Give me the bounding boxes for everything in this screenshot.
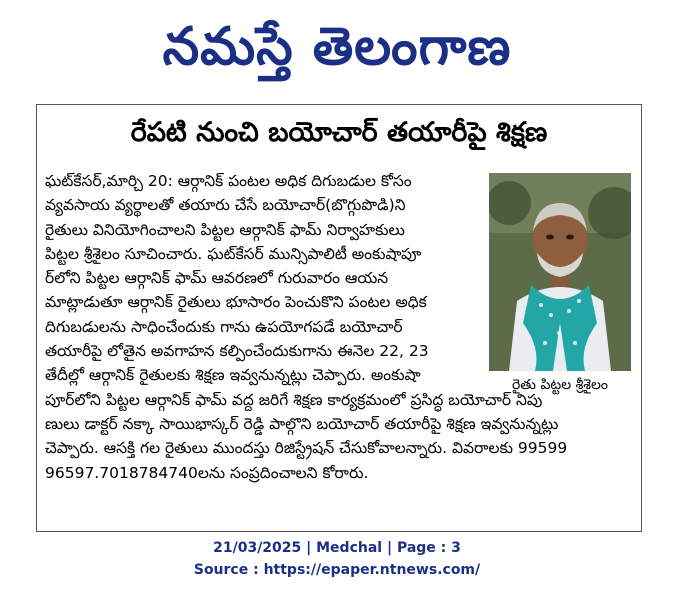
footer-meta: 21/03/2025 | Medchal | Page : 3: [213, 540, 461, 556]
body-line: దిగుబడులను సాధించేందుకు గాను ఉపయోగపడే బయోచార్: [45, 317, 403, 336]
body-line: తయారీపై లోతైన అవగాహన కల్పించేందుకుగాను ఈనెల 22, 23: [45, 342, 429, 361]
body-line: ర్‌లోని పిట్టల ఆర్గానిక్ ఫామ్ ఆవరణలో గురువారం ఆయన: [45, 269, 389, 288]
body-line: ఘట్‌కేసర్,మార్చి 20: ఆర్గానిక్ పంటల అధిక దిగుబడుల కోసం: [45, 172, 412, 190]
farmer-portrait-photo: [489, 173, 631, 371]
body-line: చెప్పారు. ఆసక్తి గల రైతులు ముందస్తు రిజిస్ట్రేషన్ చేసుకోవాలన్నారు. వివరాలకు 99599: [45, 439, 568, 458]
article-frame: [36, 104, 642, 532]
body-line: మాట్లాడుతూ ఆర్గానిక్ రైతులు భూసారం పెంచుకొని పంటల అధిక: [45, 293, 427, 312]
masthead-logo: నమస్తే తెలంగాణ: [162, 17, 512, 77]
body-line: ణులు డాక్టర్ నక్కా సాయిభాస్కర్ రెడ్డి పాల్గొని బయోచార్ తయారీపై శిక్షణ ఇవ్వనున్నట్లు: [45, 414, 559, 433]
portrait-illustration: [489, 173, 631, 371]
footer-source-link[interactable]: Source : https://epaper.ntnews.com/: [193, 562, 481, 578]
body-line: రైతులు వినియోగించాలని పిట్టల ఆర్గానిక్ ఫామ్ నిర్వాహకులు: [45, 220, 405, 239]
photo-block: [489, 173, 631, 399]
body-line: వ్యవసాయ వ్యర్థాలతో తయారు చేసే బయోచార్(బొగ్గుపొడి)ని: [45, 196, 406, 215]
body-line: పిట్టల శ్రీశైలం సూచించారు. ఘట్‌కేసర్ మున్సిపాలిటీ అంకుషాపూ: [45, 244, 422, 263]
photo-caption: రైతు పిట్టల శ్రీశైలం: [511, 377, 609, 393]
body-line: పూర్‌లోని పిట్టల ఆర్గానిక్ ఫామ్ వద్ద జరిగే శిక్షణ కార్యక్రమంలో ప్రసిద్ధ బయోచార్ నిపు: [45, 390, 543, 409]
body-line: 96597.7018784740లను సంప్రదించాలని కోరారు.: [45, 463, 369, 482]
article-headline: రేపటి నుంచి బయోచార్ తయారీపై శిక్షణ: [130, 117, 548, 148]
body-line: తేదీల్లో ఆర్గానిక్ రైతులకు శిక్షణ ఇవ్వనున్నట్లు చెప్పారు. అంకుషా: [45, 366, 421, 385]
